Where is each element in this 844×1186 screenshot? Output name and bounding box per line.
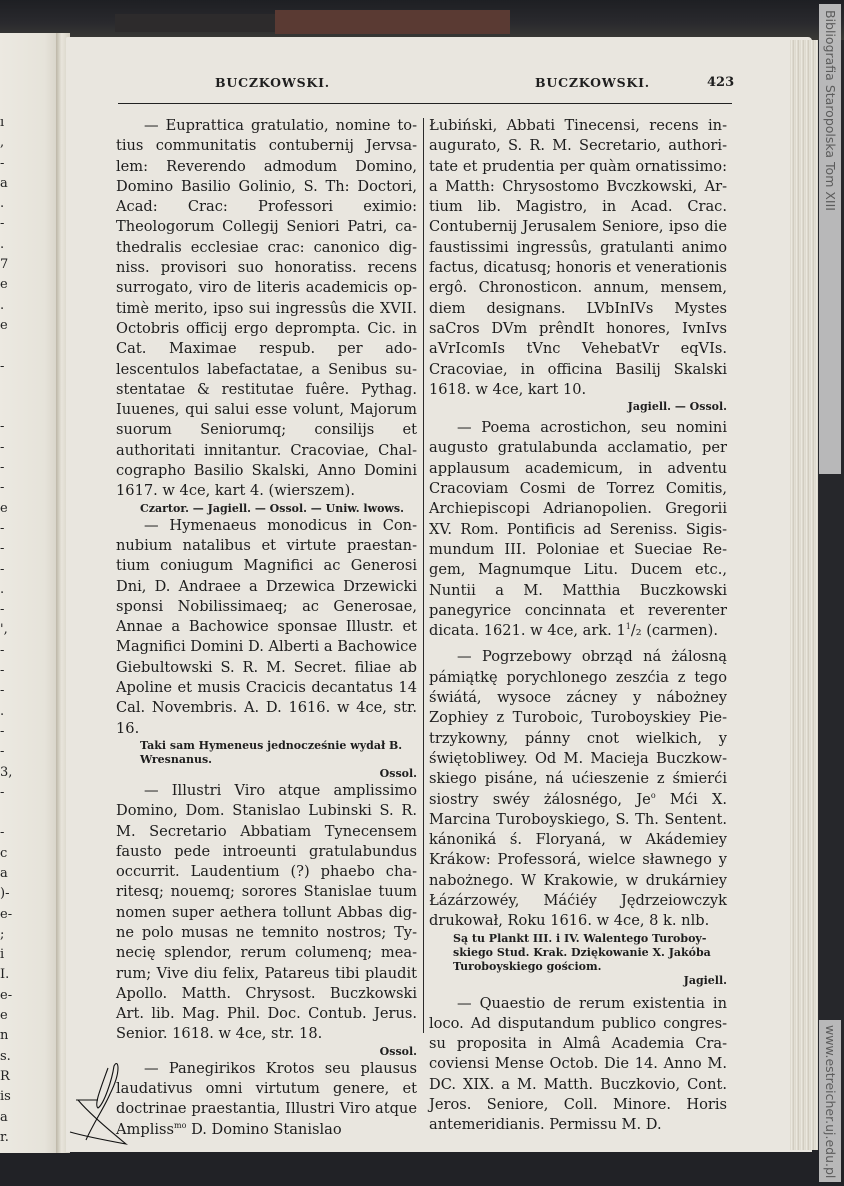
binding-band-dark: [115, 14, 275, 32]
entry-poema-acrostichon: [429, 418, 727, 641]
url-watermark: www.estreicher.uj.edu.pl: [823, 1025, 838, 1179]
entry-pogrzebowy-obrzad: [429, 647, 727, 931]
holdings-note: [429, 400, 727, 414]
page-number: 423: [707, 75, 735, 90]
holdings-library: Ossol.: [379, 766, 417, 780]
superscript: o: [650, 790, 656, 800]
editorial-note: [116, 739, 417, 781]
superscript: 1: [625, 622, 631, 632]
holdings-library: Jagiell. — Ossol.: [627, 400, 727, 414]
left-column: [116, 116, 417, 1140]
header-rule: [118, 103, 732, 105]
entry-euprattica: — Euprattica gratulatio, nomine totius communitatis contubernij Jervsalem: Reverendo admodum Domino, Domino Basilio Golinio, S. Th: Doctori, Acad: Crac: Professori eximio: Theologorum Collegij Seniori Patri, cathedralis ecclesiae crac: canonico digniss. provisori suo honoratiss. recens surrogato, viro de literis academicis optimè merito, ipso sui ingressûs die XVII. Octobris officij ergo deprompta. Cic. in Cat. Maximae respub. per adolescentulos labefactatae, a Senibus sustentatae & restitutae fuêre. Pythag. Iuuenes, qui salui esse volunt, Majorum suorum Seniorumq; consilijs et authoritati innitantur. Cracoviae, Chalcographo Basilio Skalski, Anno Domini 1617. w 4ce, kart 4. (wierszem).: [116, 117, 417, 500]
entry-text: — Poema acrostichon, seu nomini augusto gratulabunda acclamatio, per applausum academicum, in adventu Cracoviam Cosmi de Torrez Comitis, Archiepiscopi Adrianopolien. Gregorii XV. Rom. Pontificis ad Sereniss. Sigismundum III. Poloniae et Sueciae Regem, Magnumque Litu. Ducem etc., Nuntii a M. Matthia Buczkowski panegyrice concinnata et reverenter dicata. 1621. w 4ce, ark. 1: [429, 419, 727, 640]
entry-text-cont: Mći X. Marcina Turoboyskiego, S. Th. Sentent. kánoniká ś. Floryaná, w Akádemiey Krákow: Professorá, wielce sławnego y nabożnego. W Krakowie, w drukárniey Łázárzowéy, Máćiéy Jędrzeiowczyk drukował, Roku 1616. w 4ce, 8 k. nlb.: [429, 790, 727, 930]
facing-page-text-fragments: ı , - a . - . 7 e . e - - - - - e - - - . - ', - - - . - - 3, - - c a )- e- ; i I. e- e n s. R is a r.: [0, 115, 13, 1145]
holdings-library: Jagiell.: [683, 973, 727, 987]
holdings-library: Ossol.: [379, 1044, 417, 1058]
note-text: Są tu Plankt III. i IV. Walentego Turoboyskiego Stud. Krak. Dziękowanie X. Jakóba Turoboyskiego gościom.: [453, 931, 711, 973]
signature-mark: [64, 1060, 144, 1160]
running-head-right: BUCZKOWSKI.: [535, 75, 650, 90]
entry-illustri-viro: — Illustri Viro atque amplissimo Domino, Dom. Stanislao Lubinski S. R. M. Secretario Abbatiam Tynecensem fausto pede introeunti gratulabundus occurrit. Laudentium (?) phaebo charitesq; nouemq; sorores Stanislae tuum nomen super aethera tollunt Abbas digne polo musas ne temnito nostros; Tynecię splendor, rerum columenq; mearum; Vive diu felix, Patareus tibi plaudit Apollo. Matth. Chrysost. Buczkowski Art. lib. Mag. Phil. Doc. Contub. Jerus. Senior. 1618. w 4ce, str. 18.: [116, 781, 417, 1043]
right-column: [429, 116, 727, 1136]
entry-text-cont: D. Domino Stanislao: [186, 1120, 342, 1138]
entry-lubinski-continued: Łubiński, Abbati Tinecensi, recens inaugurato, S. R. M. Secretario, authoritate et prudentia per quàm ornatissimo: a Matth: Chrysostomo Bvczkowski, Artium lib. Magistro, in Acad. Crac. Contubernij Jerusalem Seniore, ipso die faustissimi ingressûs, gratulanti animo factus, dicatusq; honoris et venerationis ergô. Chronosticon. annum, mensem, diem designans. LVbInIVs Mystes saCros DVm prêndIt honores, IvnIvs aVrIcomIs tVnc VehebatVr eqVIs. Cracoviae, in officina Basilij Skalski 1618. w 4ce, kart 10.: [429, 117, 727, 398]
facing-page-edge: [0, 33, 64, 1153]
column-divider: [423, 118, 424, 1033]
entry-text: — Panegirikos Krotos seu plausus laudativus omni virtutum genere, et doctrinae praestantia, Illustri Viro atque Ampliss: [116, 1059, 417, 1138]
page-edges: [790, 40, 818, 1150]
entry-text-cont: /₂ (carmen).: [630, 622, 718, 640]
entry-hymenaeus: — Hymenaeus monodicus in Connubium natalibus et virtute praestantium coniugum Magnifici ac Generosi Dni, D. Andraee a Drzewica Drzewicki sponsi Nobilissimaeq; ac Generosae, Annae a Bachowice sponsae Illustr. et Magnifici Domini D. Alberti a Bachowice Giebultowski S. R. M. Secret. filiae ab Apoline et musis Cracicis decantatus 14 Cal. Novembris. A. D. 1616. w 4ce, str. 16.: [116, 516, 417, 737]
running-head-left: BUCZKOWSKI.: [215, 75, 330, 90]
holdings-note: [116, 1045, 417, 1059]
entry-panegirikos: [116, 1059, 417, 1140]
editorial-note: [429, 932, 727, 988]
entry-text: — Pogrzebowy obrząd ná żálosną pámiątkę porychlonego zeszćia z tego świátá, wysoce zácney y nábożney Zophiey z Turoboic, Turoboyskiey Pietrzykowny, pánny cnot wielkich, y świętobliwey. Od M. Macieja Buczkowskiego pisáne, ná ućieszenie z śmierći siostry swéy żálosnégo, Je: [429, 648, 727, 808]
superscript: mo: [174, 1120, 187, 1130]
note-text: Taki sam Hymeneus jednocześnie wydał B. Wresnanus.: [140, 738, 403, 766]
collection-watermark: Bibliografia Staropolska Tom XIII: [823, 10, 838, 211]
entry-quaestio: — Quaestio de rerum existentia in loco. Ad disputandum publico congressu proposita in Almâ Academia Cracoviensi Mense Octob. Die 14. Anno M. DC. XIX. a M. Matth. Buczkovio, Cont. Jeros. Seniore, Coll. Minore. Horis antemeridianis. Permissu M. D.: [429, 994, 727, 1134]
binding-band-red: [275, 10, 510, 34]
holdings-note: Czartor. — Jagiell. — Ossol. — Uniw. lwows.: [140, 501, 404, 515]
